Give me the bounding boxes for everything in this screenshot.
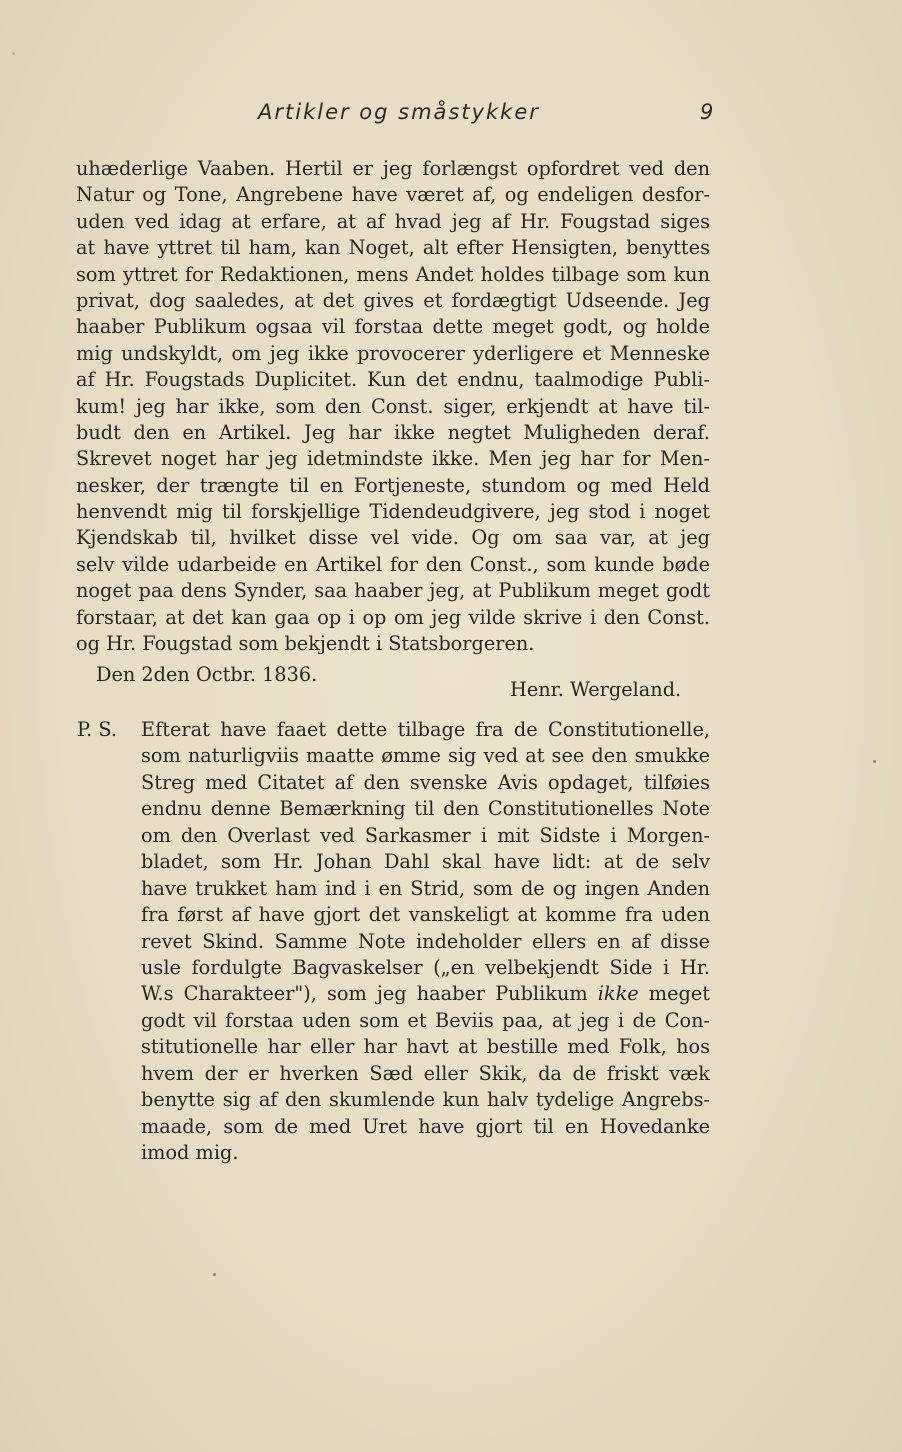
text-line: usle fordulgte Bagvaskelser („en velbekjendt Side i Hr. bbox=[141, 955, 710, 979]
text-line: Streg med Citatet af den svenske Avis opdaget, tilføies bbox=[141, 770, 710, 794]
text-line: godt vil forstaa uden som et Beviis paa, at jeg i de Con- bbox=[141, 1008, 710, 1032]
text-line: som yttret for Redaktionen, mens Andet holdes tilbage som kun bbox=[76, 262, 710, 286]
text-line: have trukket ham ind i en Strid, som de og ingen Anden bbox=[141, 876, 710, 900]
text-line: Skrevet noget har jeg idetmindste ikke. Men jeg har for Men- bbox=[76, 447, 710, 471]
paper-speck bbox=[213, 1273, 216, 1276]
text-line: bladet, som Hr. Johan Dahl skal have lidt: at de selv bbox=[141, 850, 710, 874]
text-line: om den Overlast ved Sarkasmer i mit Sidste i Morgen- bbox=[141, 823, 710, 847]
text-line: noget paa dens Synder, saa haaber jeg, at Publikum meget godt bbox=[76, 579, 710, 603]
text-line: Efterat have faaet dette tilbage fra de Constitutionelle, bbox=[141, 718, 710, 741]
text-line: hvem der er hverken Sæd eller Skik, da de friskt væk bbox=[141, 1061, 710, 1085]
text-line: fra først af have gjort det vanskeligt at komme fra uden bbox=[141, 903, 710, 927]
main-paragraph bbox=[76, 156, 710, 657]
text-line: og Hr. Fougstad som bekjendt i Statsborgeren. bbox=[76, 632, 535, 656]
text-line: uden ved idag at erfare, at af hvad jeg af Hr. Fougstad siges bbox=[76, 209, 710, 233]
text-line: nesker, der trængte til en Fortjeneste, stundom og med Held bbox=[76, 473, 710, 497]
text-line: maade, som de med Uret have gjort til en Hovedanke bbox=[141, 1114, 710, 1138]
postscript-paragraph bbox=[141, 717, 710, 1166]
paper-speck bbox=[873, 760, 876, 763]
text-line: benytte sig af den skumlende kun halv tydelige Angrebs- bbox=[141, 1088, 710, 1112]
text-line: Natur og Tone, Angrebene have været af, og endeligen desfor- bbox=[76, 183, 710, 207]
text-segment: W.s Charakteer"), som jeg haaber Publikum bbox=[141, 982, 598, 1006]
emphasis-text: ikke bbox=[597, 982, 639, 1006]
text-line: haaber Publikum ogsaa vil forstaa dette meget godt, og holde bbox=[76, 315, 710, 339]
page-number: 9 bbox=[700, 100, 714, 124]
text-line: Kjendskab til, hvilket disse vel vide. Og om saa var, at jeg bbox=[76, 526, 710, 550]
text-line: kum! jeg har ikke, som den Const. siger, erkjendt at have til- bbox=[76, 394, 710, 418]
text-line: som naturligviis maatte ømme sig ved at see den smukke bbox=[141, 744, 710, 768]
running-title: Artikler og småstykker bbox=[258, 100, 540, 124]
text-line: selv vilde udarbeide en Artikel for den Const., som kunde bøde bbox=[76, 552, 710, 576]
text-line: henvendt mig til forskjellige Tidendeudgivere, jeg stod i noget bbox=[76, 500, 710, 524]
dateline: Den 2den Octbr. 1836. bbox=[96, 663, 318, 686]
text-line: af Hr. Fougstads Duplicitet. Kun det endnu, taalmodige Publi- bbox=[76, 368, 710, 392]
signature: Henr. Wergeland. bbox=[510, 678, 682, 701]
postscript-label: P. S. bbox=[77, 718, 117, 741]
text-line: mig undskyldt, om jeg ikke provocerer yderligere et Menneske bbox=[76, 341, 710, 365]
text-line: privat, dog saaledes, at det gives et fordægtigt Udseende. Jeg bbox=[76, 288, 710, 312]
text-line: at have yttret til ham, kan Noget, alt efter Hensigten, benyttes bbox=[76, 236, 710, 260]
paper-speck bbox=[12, 52, 15, 55]
text-line: forstaar, at det kan gaa op i op om jeg vilde skrive i den Const. bbox=[76, 605, 710, 629]
text-line: budt den en Artikel. Jeg har ikke negtet Muligheden deraf. bbox=[76, 420, 710, 444]
text-line: imod mig. bbox=[141, 1141, 239, 1164]
text-line: uhæderlige Vaaben. Hertil er jeg forlængst opfordret ved den bbox=[76, 157, 710, 180]
text-line: endnu denne Bemærkning til den Constitutionelles Note bbox=[141, 797, 710, 821]
text-segment: meget bbox=[638, 982, 710, 1006]
text-line: stitutionelle har eller har havt at bestille med Folk, hos bbox=[141, 1035, 710, 1059]
text-line: revet Skind. Samme Note indeholder ellers en af disse bbox=[141, 929, 710, 953]
text-line-with-emphasis bbox=[141, 981, 710, 1007]
